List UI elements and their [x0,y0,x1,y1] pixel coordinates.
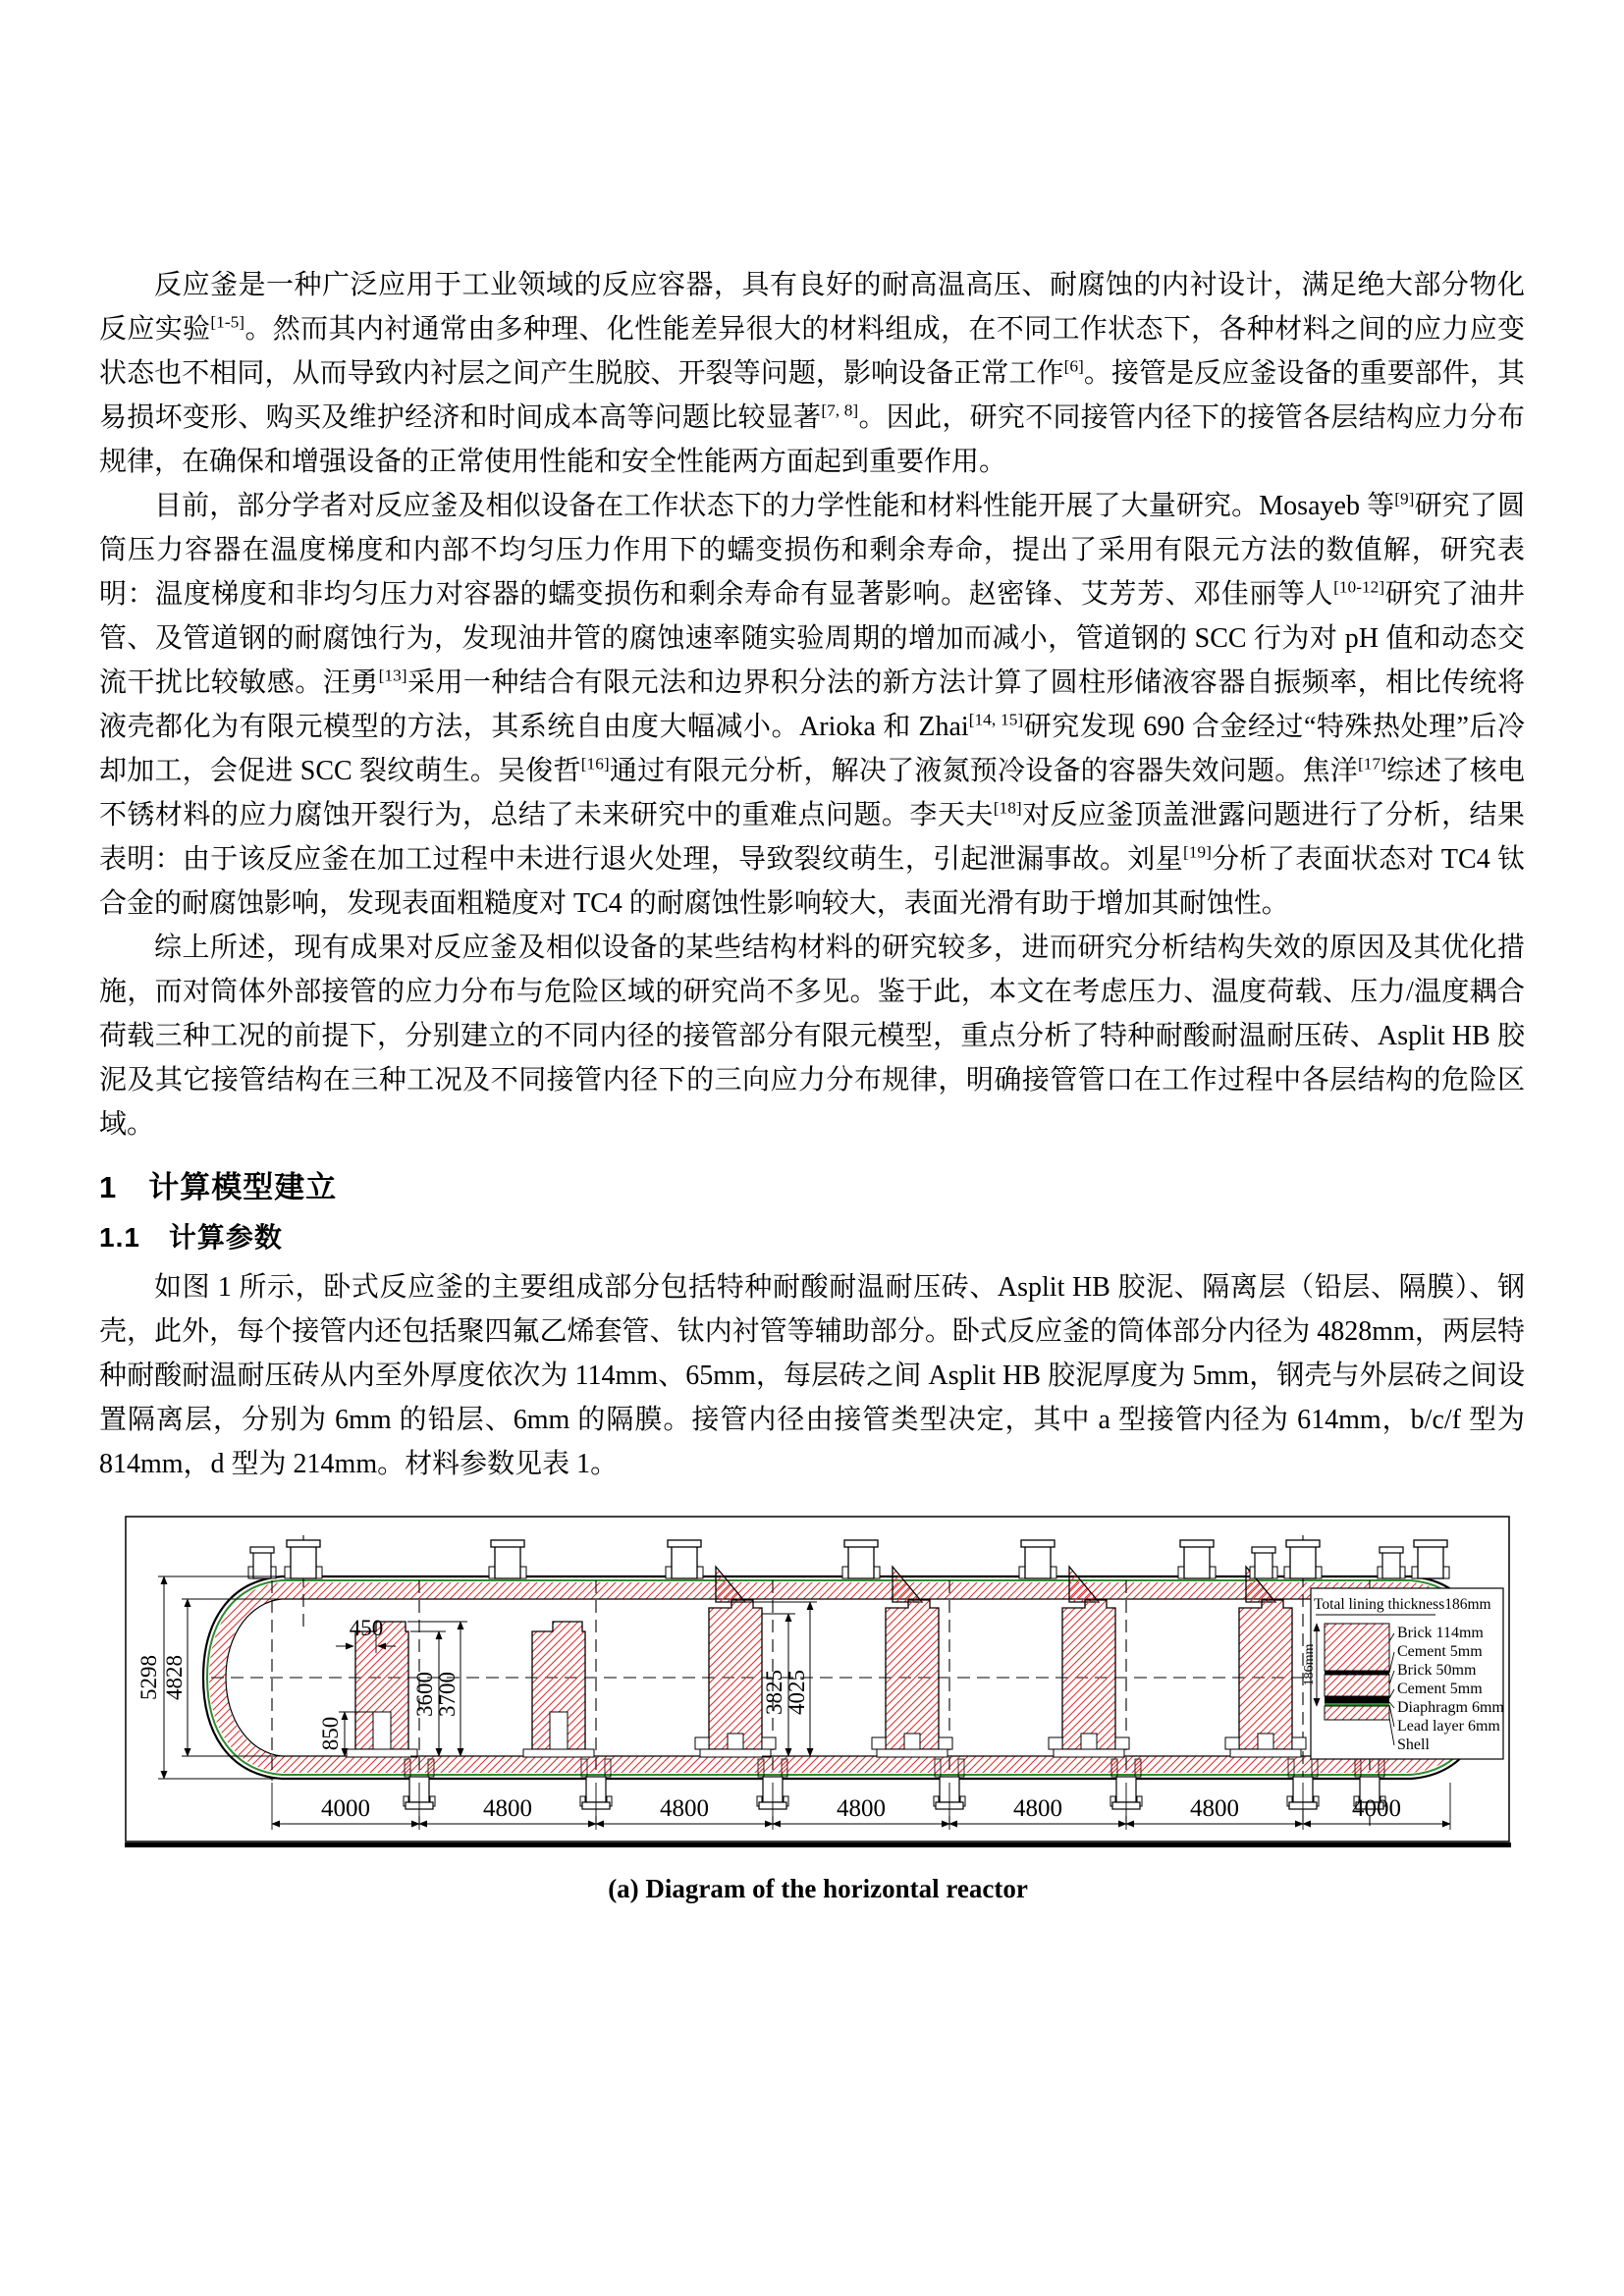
section-heading-1-1: 1.1 计算参数 [99,1222,283,1253]
figure-1a [125,1516,1511,1904]
dim-label-3700: 3700 [435,1672,460,1717]
dim-label-4025: 4025 [785,1670,809,1715]
legend-186-label: 186mm [1302,1643,1317,1686]
baffle-short-2 [523,1622,594,1757]
dim-label-seg3: 4800 [660,1795,709,1822]
dim-label-850: 850 [318,1716,343,1751]
horizontal-reactor-diagram [125,1516,1511,1854]
lining-legend [1302,1588,1504,1759]
legend-item-lead: Lead layer 6mm [1397,1718,1500,1735]
dim-label-seg7: 4000 [1352,1795,1401,1822]
legend-item-shell: Shell [1397,1736,1430,1753]
dim-label-4828: 4828 [162,1655,187,1700]
dim-label-seg4: 4800 [837,1795,886,1822]
legend-layer-block [1325,1624,1389,1720]
legend-title: Total lining thickness186mm [1314,1596,1491,1613]
dim-label-5298: 5298 [136,1655,161,1700]
legend-item-diaphragm: Diaphragm 6mm [1397,1699,1504,1716]
baffle-short-1 [347,1622,417,1757]
legend-item-brick114: Brick 114mm [1397,1625,1484,1641]
paragraph-literature-review: 目前，部分学者对反应釜及相似设备在工作状态下的力学性能和材料性能开展了大量研究。Mosayeb 等[9]研究了圆筒压力容器在温度梯度和内部不均匀压力作用下的蠕变损伤和剩余寿命，提出了采用有限元方法的数值解，研究表明：温度梯度和非均匀压力对容器的蠕变损伤和剩余寿命有显著影响。赵密锋、艾芳芳、邓佳丽等人[10-12]研究了油井管、及管道钢的耐腐蚀行为，发现油井管的腐蚀速率随实验周期的增加而减小，管道钢的 SCC 行为对 pH 值和动态交流干扰比较敏感。汪勇[13]采用一种结合有限元法和边界积分法的新方法计算了圆柱形储液容器自振频率，相比传统将液壳都化为有限元模型的方法，其系统自由度大幅减小。Arioka 和 Zhai[14, 15]研究发现 690 合金经过“特殊热处理”后冷却加工，会促进 SCC 裂纹萌生。吴俊哲[16]通过有限元分析，解决了液氮预冷设备的容器失效问题。焦洋[17]综述了核电不锈材料的应力腐蚀开裂行为，总结了未来研究中的重难点问题。李天夫[18]对反应釜顶盖泄露问题进行了分析，结果表明：由于该反应釜在加工过程中未进行退火处理，导致裂纹萌生，引起泄漏事故。刘星[19]分析了表面状态对 TC4 钛合金的耐腐蚀影响，发现表面粗糙度对 TC4 的耐腐蚀性影响较大，表面光滑有助于增加其耐蚀性。 [99,489,1526,919]
dim-label-3600: 3600 [412,1672,437,1717]
legend-item-cement1: Cement 5mm [1397,1643,1483,1660]
legend-item-cement2: Cement 5mm [1397,1681,1483,1697]
dim-label-3825: 3825 [762,1670,786,1715]
dim-label-seg2: 4800 [483,1795,532,1822]
dim-label-seg6: 4800 [1190,1795,1239,1822]
dim-label-450: 450 [349,1616,384,1640]
paragraph-intro: 反应釜是一种广泛应用于工业领域的反应容器，具有良好的耐高温高压、耐腐蚀的内衬设计，满足绝大部分物化反应实验[1-5]。然而其内衬通常由多种理、化性能差异很大的材料组成，在不同工作状态下，各种材料之间的应力应变状态也不相同，从而导致内衬层之间产生脱胶、开裂等问题，影响设备正常工作[6]。接管是反应釜设备的重要部件，其易损坏变形、购买及维护经济和时间成本高等问题比较显著[7, 8]。因此，研究不同接管内径下的接管各层结构应力分布规律，在确保和增强设备的正常使用性能和安全性能两方面起到重要作用。 [99,270,1525,477]
article-body [99,263,1525,1904]
figure-caption: (a) Diagram of the horizontal reactor [608,1874,1028,1903]
dim-label-seg1: 4000 [321,1795,370,1822]
paragraph-parameters: 如图 1 所示，卧式反应釜的主要组成部分包括特种耐酸耐温耐压砖、Asplit HB 胶泥、隔离层（铅层、隔膜）、钢壳，此外，每个接管内还包括聚四氟乙烯套管、钛内衬管等辅助部分。卧式反应釜的筒体部分内径为 4828mm，两层特种耐酸耐温耐压砖从内至外厚度依次为 114mm、65mm，每层砖之间 Asplit HB 胶泥厚度为 5mm，钢壳与外层砖之间设置隔离层，分别为 6mm 的铅层、6mm 的隔膜。接管内径由接管类型决定，其中 a 型接管内径为 614mm，b/c/f 型为 814mm，d 型为 214mm。材料参数见表 1。 [99,1272,1525,1479]
section-heading-1: 1 计算模型建立 [99,1170,338,1204]
legend-item-brick50: Brick 50mm [1397,1662,1477,1679]
paragraph-summary: 综上所述，现有成果对反应釜及相似设备的某些结构材料的研究较多，进而研究分析结构失效的原因及其优化措施，而对筒体外部接管的应力分布与危险区域的研究尚不多见。鉴于此，本文在考虑压力、温度荷载、压力/温度耦合荷载三种工况的前提下，分别建立的不同内径的接管部分有限元模型，重点分析了特种耐酸耐温耐压砖、Asplit HB 胶泥及其它接管结构在三种工况及不同接管内径下的三向应力分布规律，明确接管管口在工作过程中各层结构的危险区域。 [99,933,1525,1140]
dim-label-seg5: 4800 [1013,1795,1062,1822]
